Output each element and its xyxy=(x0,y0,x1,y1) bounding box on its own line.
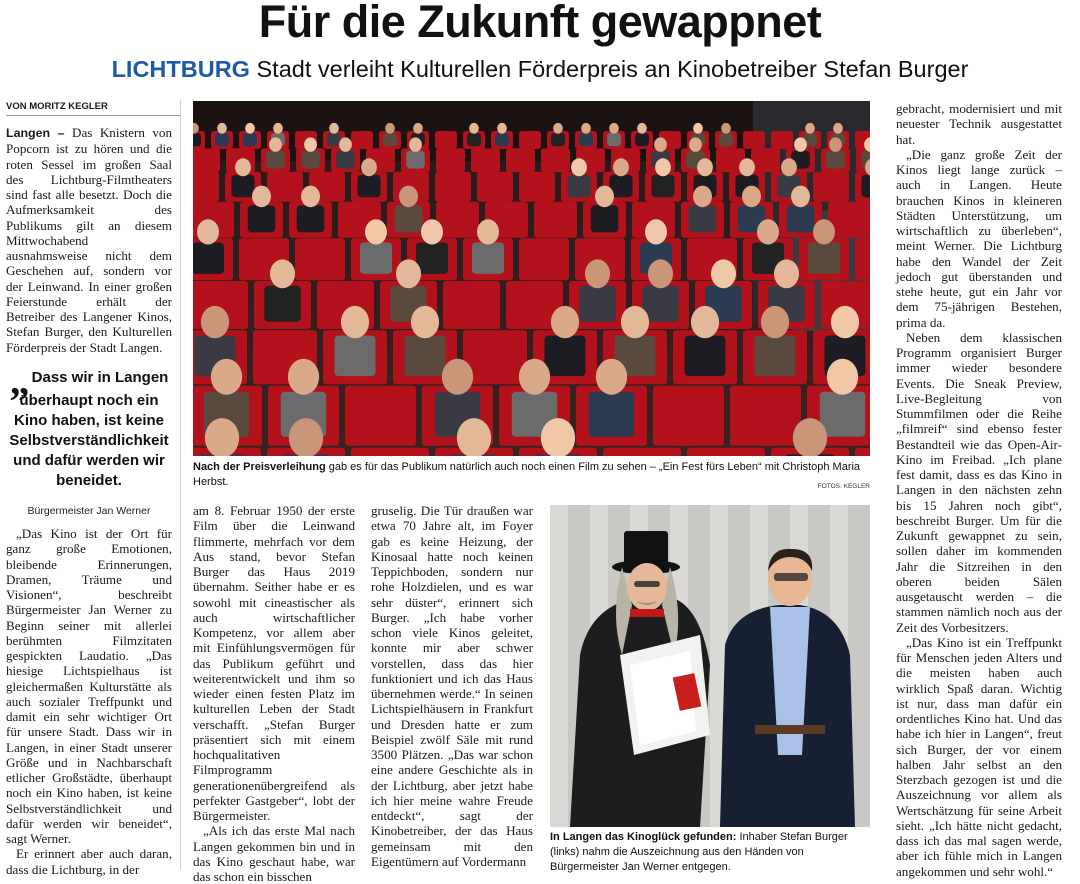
audience-head xyxy=(217,123,227,134)
audience-head xyxy=(269,137,282,151)
col1-paragraph: „Das Kino ist der Ort für ganz große Emotionen, bleibende Erinnerungen, Dramen, Träume und Visionen“, beschreibt Bürgermeister Jan Werner zu Beginn seiner mit allerlei berühmten Filmzitaten gespickten Laudatio. „Das hiesige Lichtspielhaus ist gleichermaßen Kulturstätte als auch sozialer Treffpunkt und damit ein sehr wichtiger Ort für unsere Stadt. Dass wir in Langen, in einer Stadt unserer Größe und in Nachbarschaft etlicher Großstädte, überhaupt noch ein Kino haben, ist keine Selbstverständlichkeit und dafür werden wir beneidet“, sagt Werner. xyxy=(6,526,172,846)
audience-body xyxy=(755,336,796,377)
audience-body xyxy=(495,133,509,147)
audience-body xyxy=(248,205,276,232)
audience-head xyxy=(413,123,423,134)
audience-head xyxy=(827,359,858,395)
photo2-caption-lead: In Langen das Kinoglück gefunden: xyxy=(550,831,737,843)
column-1 xyxy=(6,526,172,877)
audience-head xyxy=(411,306,439,338)
audience-head xyxy=(711,259,736,288)
seat xyxy=(193,172,219,202)
seat xyxy=(855,448,870,456)
lead-paragraph xyxy=(6,125,172,355)
byline: VON MORITZ KEGLER xyxy=(6,101,180,116)
audience-head xyxy=(637,123,647,134)
kicker: LICHTBURG xyxy=(111,56,250,82)
seat xyxy=(295,238,345,280)
audience-body xyxy=(215,133,229,147)
audience-head xyxy=(301,186,320,208)
seat xyxy=(534,202,577,238)
audience-head xyxy=(409,137,422,151)
seat xyxy=(855,238,870,280)
audience-head xyxy=(585,259,610,288)
audience-head xyxy=(581,123,591,134)
audience-head xyxy=(761,306,789,338)
col2-paragraph: am 8. Februar 1950 der erste Film über die Leinwand flimmerte, mehrfach vor dem Aus stand, bevor Stefan Burger das Haus 2019 übernahm. Seither habe er es sowohl mit cineastischer als auch wirtschaftlicher Kompetenz, vor allem aber mit Einfühlungsvermögen für das Publikum geführt und weiterentwickelt und ihm so wieder einen festen Platz im kulturellen Leben der Stadt verschafft. „Stefan Burger präsentiert sich mit einem hochqualitativen Filmprogramm generationenübergreifend als perfekter Gastgeber“, lobt der Bürgermeister. xyxy=(193,503,355,823)
audience-head xyxy=(442,359,473,395)
audience-head xyxy=(273,123,283,134)
audience-head xyxy=(519,359,550,395)
audience-head xyxy=(794,137,807,151)
audience-body xyxy=(231,175,254,198)
audience-head xyxy=(385,123,395,134)
audience-head xyxy=(288,359,319,395)
seat xyxy=(519,131,541,149)
audience-body xyxy=(567,175,590,198)
audience-head xyxy=(361,158,377,176)
audience-head xyxy=(655,158,671,176)
award-illustration xyxy=(550,505,870,827)
audience-head xyxy=(477,219,499,244)
audience-body xyxy=(591,205,619,232)
audience-body xyxy=(264,286,300,322)
audience-head xyxy=(739,158,755,176)
audience-head xyxy=(469,123,479,134)
audience-body xyxy=(861,175,870,198)
audience-body xyxy=(551,133,565,147)
photo1-caption-lead: Nach der Preisverleihung xyxy=(193,461,326,473)
audience-head xyxy=(813,219,835,244)
audience-body xyxy=(193,133,201,147)
audience-head xyxy=(596,359,627,395)
audience-body xyxy=(545,336,586,377)
audience-head xyxy=(654,137,667,151)
audience-head xyxy=(781,158,797,176)
audience-body xyxy=(689,205,717,232)
col2-paragraph: „Als ich das erste Mal nach Langen gekommen bin und in das Kino geschaut habe, war das schon ein bisschen xyxy=(193,823,355,884)
seat xyxy=(687,448,765,456)
audience-body xyxy=(589,392,634,437)
audience-head xyxy=(793,418,827,456)
col4-paragraph: „Die ganz große Zeit der Kinos liegt lange zurück – auch in Langen. Heute brauchen Kinos in kleineren Städten Unterstützung, um wirtschaftlich zu überleben“, meint Werner. Die Lichtburg habe den Wandel der Zeit jedoch gut überstanden und stehe heute, gut ein Jahr vor dem 75-jährigen Bestehen, prima da. xyxy=(896,146,1062,330)
subheadline-block xyxy=(0,56,1080,83)
audience-head xyxy=(252,186,271,208)
dateline: Langen – xyxy=(6,126,65,140)
audience-head xyxy=(197,219,219,244)
column-2 xyxy=(193,503,355,884)
photo2-caption xyxy=(550,830,870,875)
audience-body xyxy=(467,133,481,147)
seat xyxy=(751,148,780,172)
audience-head xyxy=(693,186,712,208)
audience-body xyxy=(405,336,446,377)
seat xyxy=(471,148,500,172)
audience-body xyxy=(579,133,593,147)
audience-head xyxy=(697,158,713,176)
audience-body xyxy=(193,242,224,274)
audience-body xyxy=(820,392,865,437)
seat xyxy=(193,148,220,172)
audience-body xyxy=(651,175,674,198)
audience-body xyxy=(395,205,423,232)
subheadline: Stadt verleiht Kulturellen Förderpreis an Kinobetreiber Stefan Burger xyxy=(256,56,969,82)
audience-head xyxy=(571,158,587,176)
audience-head xyxy=(609,123,619,134)
photo1-caption xyxy=(193,460,870,490)
audience-head xyxy=(791,186,810,208)
audience-head xyxy=(693,123,703,134)
audience-body xyxy=(383,133,397,147)
seat xyxy=(351,131,373,149)
audience-head xyxy=(595,186,614,208)
seat xyxy=(519,172,555,202)
col4-paragraph: gebracht, modernisiert und mit neuester Technik ausgestattet hat. xyxy=(896,101,1062,147)
photo1-caption-text: gab es für das Publikum natürlich auch noch einen Film zu sehen – „Ein Fest fürs Leben“ mit Christoph Maria Herbst. xyxy=(193,461,861,488)
audience-body xyxy=(472,242,504,274)
audience-head xyxy=(205,418,239,456)
seat xyxy=(436,148,465,172)
seat xyxy=(730,386,801,446)
audience-head xyxy=(201,306,229,338)
column-rule xyxy=(180,100,181,870)
seat xyxy=(519,238,569,280)
audience-head xyxy=(774,259,799,288)
audience-body xyxy=(607,133,621,147)
audience-head xyxy=(648,259,673,288)
seat xyxy=(771,131,793,149)
audience-head xyxy=(831,306,859,338)
audience-head xyxy=(757,219,779,244)
seat xyxy=(541,148,570,172)
audience-body xyxy=(360,242,392,274)
col4-paragraph: „Das Kino ist ein Treffpunkt für Menschen jeden Alters und die meisten haben auch wirklich Spaß daran. Wichtig ist nur, dass man dafür ein ordentliches Kino hat. Und das habe ich hier in Langen“, freut sich Burger, der vor einem halben Jahr selbst an den Sterzbach gezogen ist und die Auszeichnung vor allem als Wertschätzung für seine Arbeit sieht. „Ich hätte nicht gedacht, dass ich das mal sagen werde, aber ich fühle mich in Langen angekommen und sehr wohl.“ xyxy=(896,634,1062,879)
audience-head xyxy=(691,306,719,338)
column-4 xyxy=(896,101,1062,879)
audience-head xyxy=(497,123,507,134)
audience-head xyxy=(365,219,387,244)
audience-body xyxy=(327,133,341,147)
audience-head xyxy=(457,418,491,456)
audience-body xyxy=(579,286,615,322)
seat xyxy=(603,448,681,456)
audience-head xyxy=(304,137,317,151)
audience-head xyxy=(339,137,352,151)
audience-head xyxy=(341,306,369,338)
audience-body xyxy=(335,336,376,377)
audience-body xyxy=(808,242,840,274)
col3-paragraph: gruselig. Die Tür draußen war etwa 70 Jahre alt, im Foyer gab es keine Heizung, der Kinosaal hatte noch keinen Teppichboden, sondern nur rohe Holzdielen, und es war sehr düster“, erinnert sich Burger. „Ich habe vorher schon viele Kinos geleitet, konnte mir aber schwer vorstellen, dass das hier funktioniert und ich das Haus übernehmen werde.“ In seinen Lichtspielhäusern in Frankfurt und Dresden hatte er zum Beispiel zwölf Säle mit rund 3500 Plätzen. „Das war schon eine andere Geschichte als in der Lichtburg, aber jetzt habe ich hier meine wahre Freude entdeckt“, sagt der Kinobetreiber, der das Haus gemeinsam mit den Eigentümern auf Vordermann xyxy=(371,503,533,869)
audience-head xyxy=(551,306,579,338)
seat xyxy=(743,131,765,149)
seat xyxy=(345,386,416,446)
headline: Für die Zukunft gewappnet xyxy=(258,0,822,47)
audience-head xyxy=(245,123,255,134)
award-photo xyxy=(550,505,870,827)
pull-quote xyxy=(6,358,172,491)
audience-body xyxy=(357,175,380,198)
seat xyxy=(653,386,724,446)
audience-body xyxy=(719,133,733,147)
audience-head xyxy=(399,186,418,208)
audience-body xyxy=(266,151,285,169)
seat xyxy=(477,172,513,202)
audience-head xyxy=(289,418,323,456)
seat xyxy=(351,448,429,456)
audience-body xyxy=(406,151,425,169)
audience-head xyxy=(829,137,842,151)
audience-body xyxy=(301,151,320,169)
audience-head xyxy=(329,123,339,134)
photo2-caption-text: Inhaber Stefan Burger (links) nahm die Auszeichnung aus den Händen von Bürgermeister Jan Werner entgegen. xyxy=(550,831,848,873)
cinema-audience-photo xyxy=(193,101,870,456)
audience-head xyxy=(805,123,815,134)
audience-head xyxy=(235,158,251,176)
audience-body xyxy=(685,336,726,377)
audience-head xyxy=(645,219,667,244)
audience-body xyxy=(826,151,845,169)
audience-body xyxy=(635,133,649,147)
audience-body xyxy=(416,242,448,274)
seat xyxy=(435,131,457,149)
seat xyxy=(506,148,535,172)
audience-head xyxy=(621,306,649,338)
cinema-audience-illustration xyxy=(193,101,870,456)
audience-head xyxy=(613,158,629,176)
col4-paragraph: Neben dem klassischen Programm organisiert Burger immer wieder besondere Events. Die Sneak Preview, Live-Begleitung von Stummfilmen oder die Reihe „filmreif“ sind ebenso fester Bestandteil wie das Open-Air-Kino im Freibad. „Ich plane fest damit, dass es das Kino in Langen in den nächsten zehn bis 15 Jahren noch gibt“, beschreibt Burger. Um für die Zukunft gewappnet zu sein, sollen daher im kommenden Jahr die Sitzreihen in den oberen beiden Sälen ausgetauscht werden – die stammen nämlich noch aus der Zeit des Vorbesitzers. xyxy=(896,329,1062,635)
audience-body xyxy=(336,151,355,169)
audience-head xyxy=(211,359,242,395)
quote-mark-icon: „ xyxy=(9,358,30,403)
audience-body xyxy=(297,205,325,232)
audience-head xyxy=(742,186,761,208)
audience-head xyxy=(721,123,731,134)
seat xyxy=(813,172,849,202)
seat xyxy=(267,172,303,202)
audience-head xyxy=(833,123,843,134)
audience-head xyxy=(396,259,421,288)
col1-paragraph: Er erinnert aber auch daran, dass die Lichtburg, in der xyxy=(6,846,172,877)
audience-head xyxy=(421,219,443,244)
audience-head xyxy=(553,123,563,134)
photo-credit: FOTOS: KEGLER xyxy=(817,483,870,490)
pull-quote-source: Bürgermeister Jan Werner xyxy=(27,505,151,517)
audience-head xyxy=(541,418,575,456)
lead-text: Das Knistern von Popcorn ist zu hören und die roten Sessel im großen Saal des Lichtburg-Filmtheaters sind fast alle besetzt. Doch die Aufmerksamkeit des Publikums gilt an diesem Mittwochabend ausnahmsweise nicht dem Geschehen auf, sondern vor der Leinwand. In einer großen Feierstunde erhält der Betreiber des Langener Kinos, Stefan Burger, den Kulturellen Förderpreis der Stadt Langen. xyxy=(6,125,172,355)
column-3 xyxy=(371,503,533,869)
pull-quote-text: Dass wir in Langen überhaupt noch ein Kino haben, ist keine Selbstverständlichkeit und dafür werden wir beneidet. xyxy=(9,369,169,489)
seat xyxy=(443,281,500,329)
audience-body xyxy=(243,133,257,147)
lead-column xyxy=(6,125,172,355)
audience-head xyxy=(689,137,702,151)
audience-head xyxy=(270,259,295,288)
seat xyxy=(435,172,471,202)
audience-body xyxy=(787,205,815,232)
